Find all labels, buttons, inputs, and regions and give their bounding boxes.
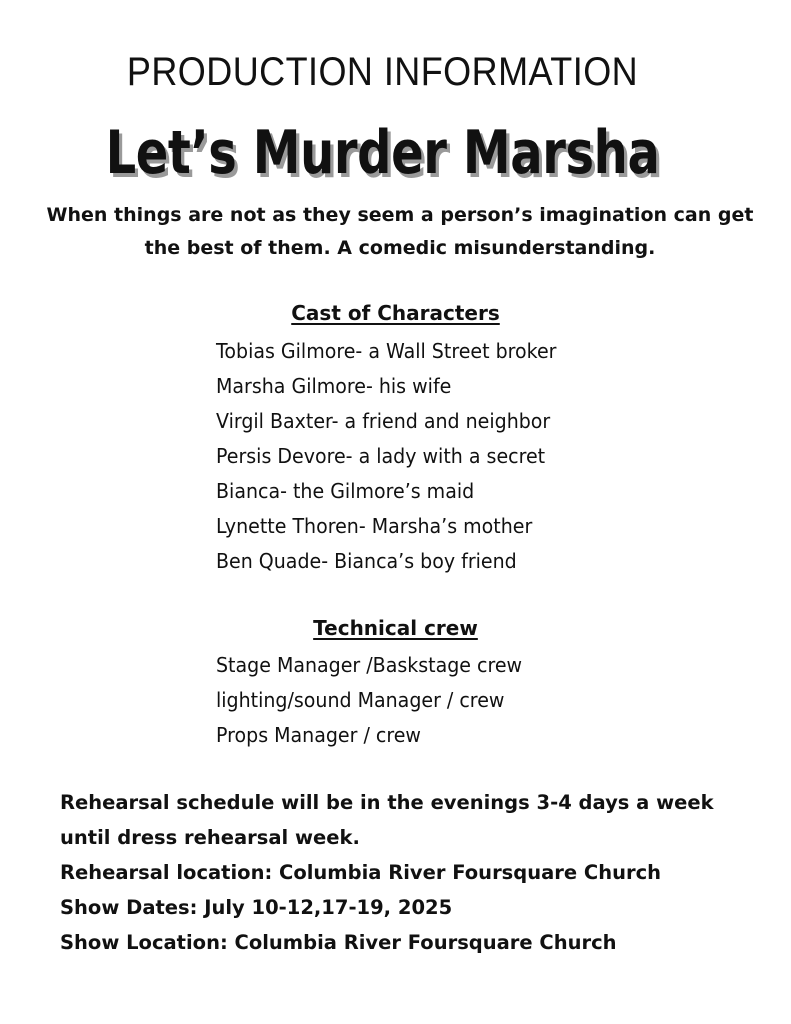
cast-item: Persis Devore- a lady with a secret xyxy=(216,444,546,468)
crew-item: Stage Manager /Baskstage crew xyxy=(216,653,523,677)
production-info xyxy=(60,785,760,960)
production-tagline: When things are not as they seem a person’s imagination can get the best of them. A comedic misunderstanding. xyxy=(46,204,754,259)
cast-item: Tobias Gilmore- a Wall Street broker xyxy=(216,339,557,363)
rehearsal-location: Rehearsal location: Columbia River Foursquare Church xyxy=(60,861,662,884)
crew-list xyxy=(216,648,522,753)
cast-heading: Cast of Characters xyxy=(291,301,500,325)
crew-item: lighting/sound Manager / crew xyxy=(216,688,505,712)
cast-item: Virgil Baxter- a friend and neighbor xyxy=(216,409,551,433)
crew-item: Props Manager / crew xyxy=(216,723,421,747)
cast-item: Ben Quade- Bianca’s boy friend xyxy=(216,549,517,573)
show-location: Show Location: Columbia River Foursquare Church xyxy=(60,931,617,954)
crew-heading: Technical crew xyxy=(313,616,478,640)
cast-item: Lynette Thoren- Marsha’s mother xyxy=(216,514,533,538)
cast-item: Bianca- the Gilmore’s maid xyxy=(216,479,475,503)
cast-list xyxy=(216,334,557,579)
page-heading: PRODUCTION INFORMATION xyxy=(126,50,639,94)
show-dates: Show Dates: July 10-12,17-19, 2025 xyxy=(60,896,453,919)
production-title: Let’s Murder Marsha xyxy=(105,118,660,188)
cast-item: Marsha Gilmore- his wife xyxy=(216,374,452,398)
rehearsal-schedule: Rehearsal schedule will be in the evenings 3-4 days a week until dress rehearsal week. xyxy=(60,791,714,849)
